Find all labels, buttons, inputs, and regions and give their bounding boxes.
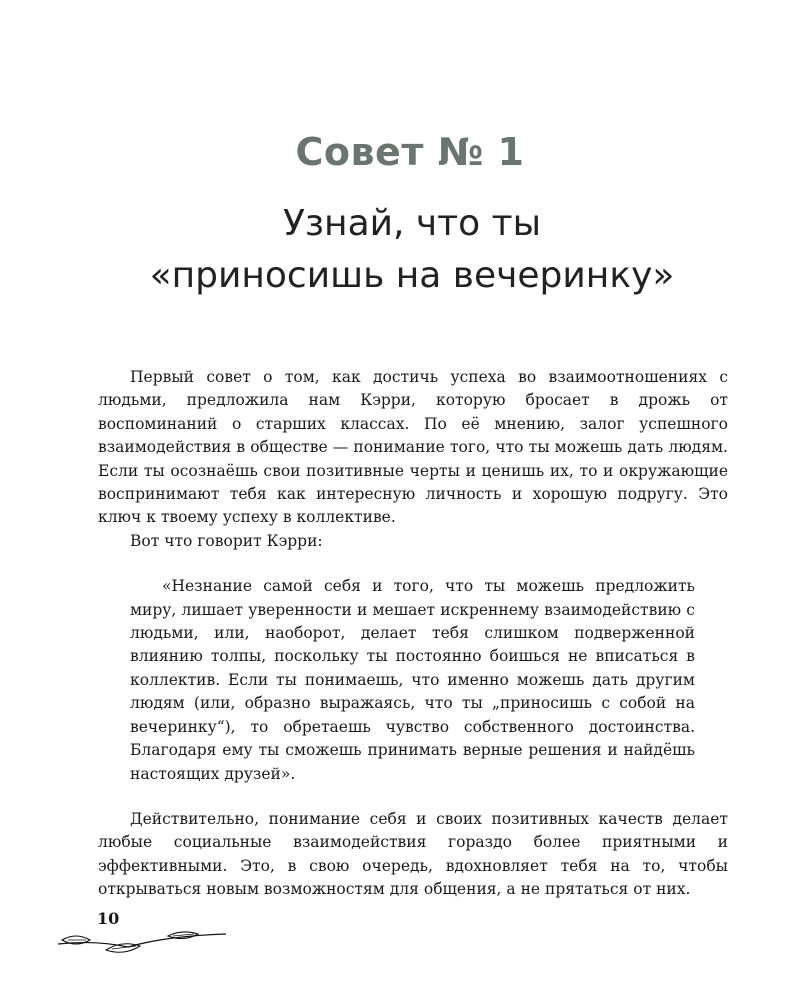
tip-title: Совет № 1	[295, 130, 525, 175]
chapter-subtitle	[0, 198, 800, 302]
quote-text: «Незнание самой себя и того, что ты можешь предложить миру, лишает уверенности и мешает искреннему взаимодействию с людьми, или, наоборот, делает тебя слишком подверженной влиянию толпы, поскольку ты постоянно боишься не вписаться в коллектив. Если ты понимаешь, что именно можешь дать другим людям (или, образно выражаясь, что ты „приносишь с собой на вечеринку“), то обретаешь чувство собственного достоинства. Благодаря ему ты сможешь принимать верные решения и найдёшь настоящих друзей».	[130, 577, 695, 783]
subtitle-line-1: Узнай, что ты	[282, 203, 542, 244]
subtitle-line-2: «приносишь на вечеринку»	[149, 255, 675, 296]
paragraph-3: Действительно, понимание себя и своих позитивных качеств делает любые социальные взаимодействия гораздо более приятными и эффективными. Это, в свою очередь, вдохновляет тебя на то, чтобы открываться новым возможностям для общения, а не прятаться от них.	[98, 809, 728, 899]
paragraph-1: Первый совет о том, как достичь успеха во взаимоотношениях с людьми, предложила нам Кэрри, которую бросает в дрожь от воспоминаний о старших классах. По её мнению, залог успешного взаимодействия в обществе — понимание того, что ты можешь дать людям. Если ты осознаёшь свои позитивные черты и ценишь их, то и окружающие воспринимают тебя как интересную личность и хорошую подругу. Это ключ к твоему успеху в коллективе.	[98, 368, 728, 527]
page-number: 10	[97, 909, 120, 928]
body-text	[98, 366, 728, 902]
blockquote	[130, 575, 695, 786]
paragraph-2: Вот что говорит Кэрри:	[130, 531, 323, 550]
leaf-ornament-icon	[56, 928, 236, 958]
